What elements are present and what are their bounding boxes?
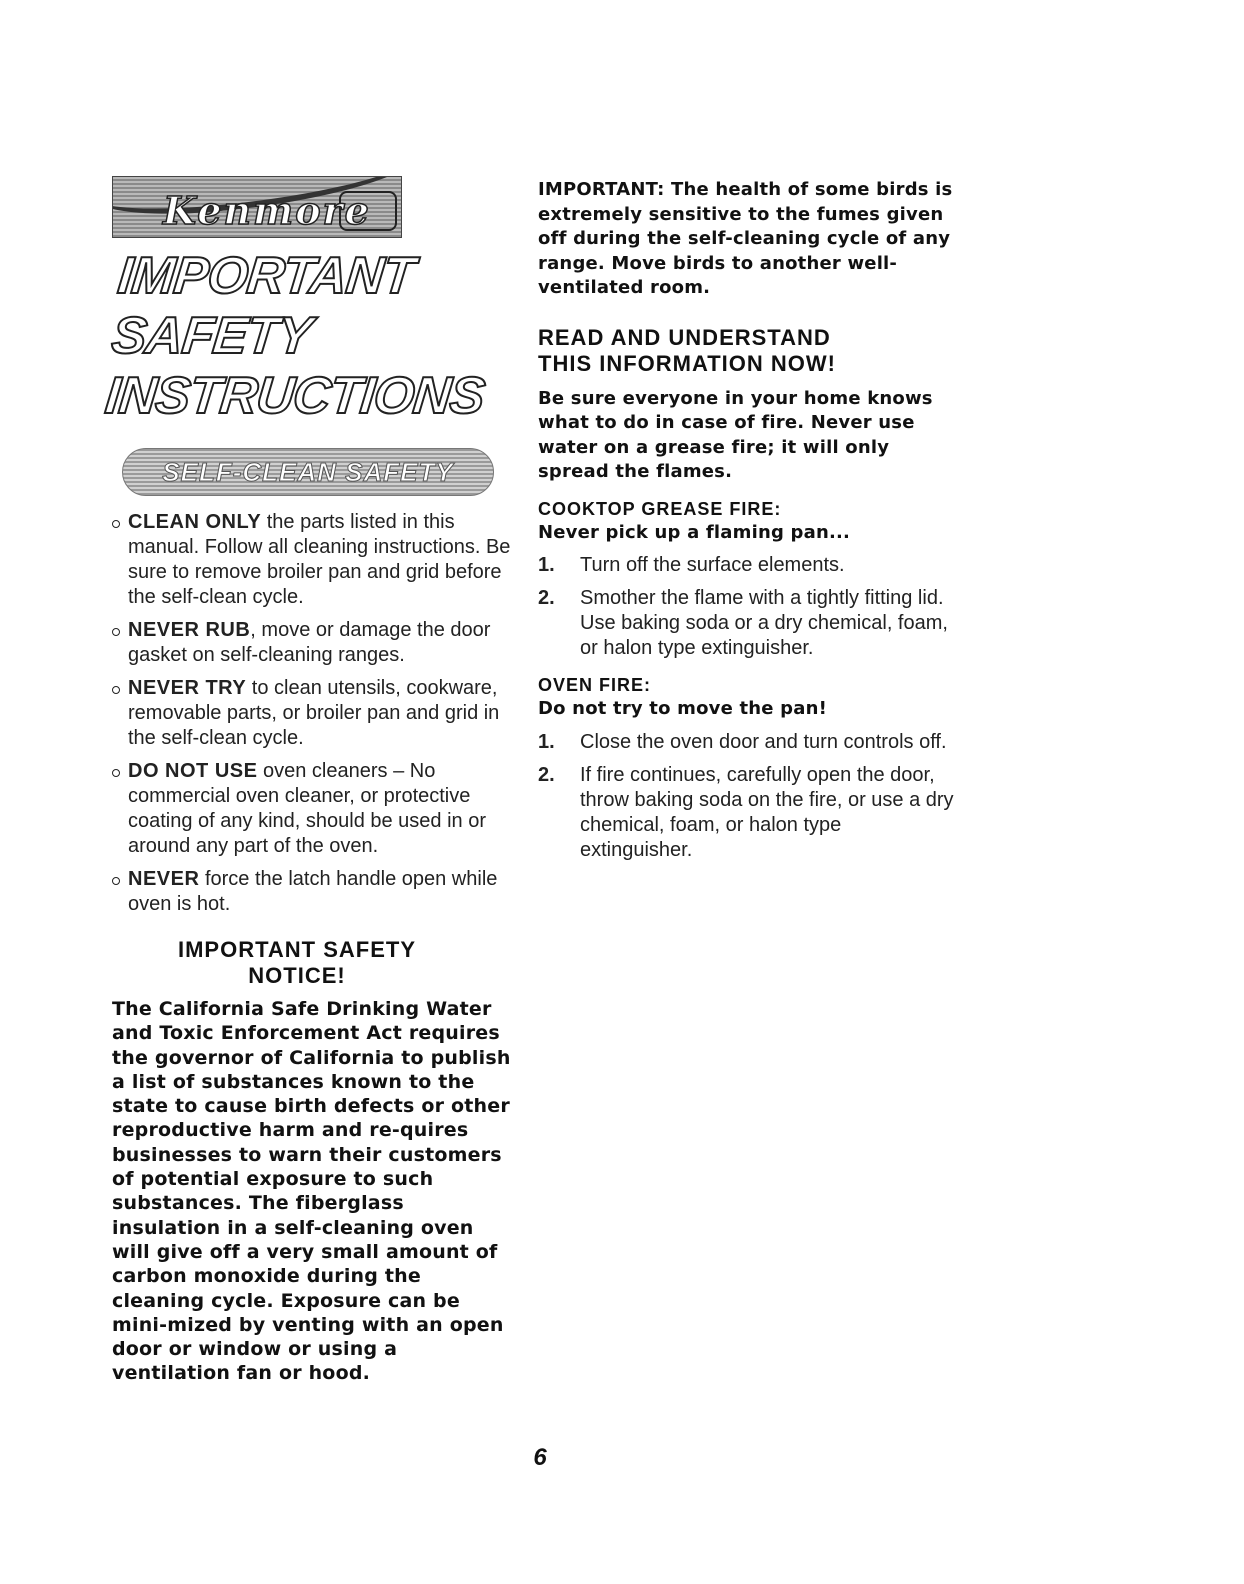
bullet-text: , move or damage the door gasket on self-cleaning ranges.: [128, 619, 491, 666]
step-text: If fire continues, carefully open the door, throw baking soda on the fire, or use a dry chemical, foam, or halon type extinguisher.: [580, 763, 954, 861]
list-item: [538, 553, 958, 578]
right-column: [538, 178, 958, 871]
list-item: [112, 510, 512, 610]
bullet-text: to clean utensils, cookware, removable parts, or broiler pan and grid in the self-clean cycle.: [128, 677, 500, 749]
title-line-2: INSTRUCTIONS: [102, 367, 487, 425]
title-line-1: IMPORTANT SAFETY: [108, 247, 417, 365]
read-heading-line-2: THIS INFORMATION NOW!: [538, 350, 836, 376]
step-text: Turn off the surface elements.: [580, 554, 845, 576]
list-item: [538, 586, 958, 661]
kenmore-logo: [112, 176, 402, 238]
list-item: [112, 618, 512, 668]
bullet-lead: CLEAN ONLY: [128, 511, 262, 533]
logo-text: Kenmore: [163, 188, 371, 233]
list-item: [538, 763, 958, 863]
list-item: [538, 730, 958, 755]
step-number: 1.: [538, 554, 555, 576]
list-item: [112, 676, 512, 751]
step-number: 1.: [538, 730, 555, 753]
bullet-lead: DO NOT USE: [128, 760, 258, 782]
cooktop-fire-heading: COOKTOP GREASE FIRE:: [538, 498, 782, 519]
bullet-lead: NEVER RUB: [128, 619, 251, 641]
self-clean-safety-banner: [122, 448, 494, 496]
bullet-text: oven cleaners – No commercial oven cleaner, or protective coating of any kind, should be used in or around any part of the oven.: [128, 760, 487, 857]
bullet-lead: NEVER TRY: [128, 677, 247, 699]
safety-notice-heading: [112, 937, 512, 989]
bullet-text: force the latch handle open while oven is hot.: [128, 868, 498, 915]
page-number: 6: [533, 1444, 547, 1471]
fire-preparedness-text: Be sure everyone in your home knows what to do in case of fire. Never use water on a grease fire; it will only spread the flames.: [538, 387, 933, 482]
cooktop-fire-subheading: Never pick up a flaming pan...: [538, 521, 851, 543]
oven-fire-steps: [538, 730, 958, 863]
list-item: [112, 759, 512, 859]
list-item: [112, 867, 512, 917]
page-title: [103, 246, 522, 426]
read-heading-line-1: READ AND UNDERSTAND: [538, 324, 831, 350]
cooktop-fire-steps: [538, 553, 958, 661]
step-number: 2.: [538, 763, 555, 786]
safety-notice-body: The California Safe Drinking Water and Toxic Enforcement Act requires the governor of California to publish a list of substances known to the state to cause birth defects or other reproductive harm and re-quires businesses to warn their customers of potential exposure to such substances. The fiberglass insulation in a self-cleaning oven will give off a very small amount of carbon monoxide during the cleaning cycle. Exposure can be mini-mized by venting with an open door or window or using a ventilation fan or hood.: [112, 998, 511, 1385]
notice-heading-line-1: IMPORTANT SAFETY: [177, 937, 417, 962]
left-column: [102, 176, 512, 1386]
step-text: Smother the flame with a tightly fitting lid. Use baking soda or a dry chemical, foam, or halon type extinguisher.: [580, 587, 948, 659]
oven-fire-subheading: Do not try to move the pan!: [538, 698, 828, 719]
birds-notice: IMPORTANT: The health of some birds is extremely sensitive to the fumes given off during the self-cleaning cycle of any range. Move birds to another well-ventilated room.: [538, 179, 953, 298]
oven-fire-heading: OVEN FIRE:: [538, 675, 652, 695]
bullet-text: the parts listed in this manual. Follow all cleaning instructions. Be sure to remove broiler pan and grid before the self-clean cycle.: [128, 511, 511, 608]
step-text: Close the oven door and turn controls off.: [580, 730, 947, 753]
bullet-lead: NEVER: [128, 868, 200, 890]
self-clean-bullet-list: [112, 510, 512, 917]
notice-heading-line-2: NOTICE!: [248, 963, 346, 988]
banner-label: SELF-CLEAN SAFETY: [162, 456, 454, 487]
step-number: 2.: [538, 587, 555, 609]
read-understand-heading: [538, 325, 958, 377]
